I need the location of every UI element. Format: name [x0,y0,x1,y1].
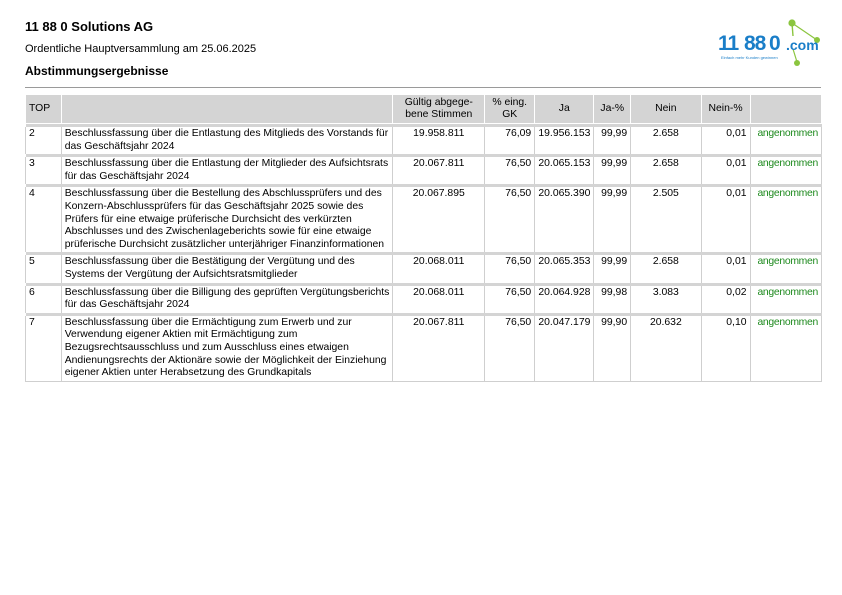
cell-yes: 20.065.153 [535,157,594,184]
cell-yes: 19.956.153 [535,127,594,154]
table-row [26,187,822,252]
logo-digits-11: 11 [718,32,739,55]
cell-percent-capital: 76,50 [485,255,535,282]
cell-percent-capital: 76,50 [485,286,535,313]
table-row [26,255,822,282]
cell-status: angenommen [750,286,821,313]
cell-no-percent: 0,01 [701,127,750,154]
cell-no: 2.658 [631,157,701,184]
table-header-row [26,95,822,124]
cell-valid-votes: 19.958.811 [393,127,485,154]
cell-top: 6 [26,286,62,313]
cell-description: Beschlussfassung über die Ermächtigung zum Erwerb und zur Verwendung eigener Aktien mit Ermächtigung zum Bezugsrechtsausschluss und zum Ausschluss eines etwaigen Andienungsrechts der Aktionäre sowie der Möglichkeit der Einziehung eigener Aktien unter Herabsetzung des Grundkapitals [61,316,393,381]
cell-yes: 20.065.390 [535,187,594,252]
table-row [26,316,822,381]
header-valid-line1: Gültig abgege- [404,97,473,108]
logo-tagline: Einfach mehr Kunden gewinnen [721,55,778,60]
header-description [61,95,393,124]
header-status [750,95,821,124]
header-valid-line2: bene Stimmen [405,109,473,120]
cell-valid-votes: 20.068.011 [393,255,485,282]
cell-status: angenommen [750,127,821,154]
header-yes: Ja [535,95,594,124]
cell-yes-percent: 99,90 [594,316,631,381]
cell-valid-votes: 20.067.811 [393,157,485,184]
cell-description: Beschlussfassung über die Bestätigung der Vergütung und des Systems der Vergütung der Aufsichtsratsmitglieder [61,255,393,282]
cell-valid-votes: 20.067.895 [393,187,485,252]
cell-yes-percent: 99,99 [594,187,631,252]
header-pct-line1: % eing. [492,97,528,108]
results-table [25,94,822,382]
cell-status: angenommen [750,316,821,381]
cell-no: 3.083 [631,286,701,313]
cell-no-percent: 0,01 [701,187,750,252]
cell-valid-votes: 20.068.011 [393,286,485,313]
cell-yes: 20.065.353 [535,255,594,282]
cell-yes-percent: 99,99 [594,127,631,154]
logo-digits-0: 0 [769,32,781,55]
cell-percent-capital: 76,09 [485,127,535,154]
cell-status: angenommen [750,187,821,252]
header-no: Nein [631,95,701,124]
cell-status: angenommen [750,157,821,184]
cell-description: Beschlussfassung über die Billigung des geprüften Vergütungsberichts für das Geschäftsjahr 2024 [61,286,393,313]
cell-status: angenommen [750,255,821,282]
cell-top: 3 [26,157,62,184]
meeting-subtitle: Ordentliche Hauptversammlung am 25.06.2025 [25,43,257,55]
cell-percent-capital: 76,50 [485,187,535,252]
logo-digits-88: 88 [744,32,766,55]
cell-no: 2.658 [631,127,701,154]
company-name: 11 88 0 Solutions AG [25,19,154,34]
cell-top: 2 [26,127,62,154]
cell-percent-capital: 76,50 [485,316,535,381]
table-row [26,127,822,154]
cell-yes-percent: 99,99 [594,157,631,184]
cell-description: Beschlussfassung über die Entlastung der Mitglieder des Aufsichtsrats für das Geschäftsjahr 2024 [61,157,393,184]
cell-no-percent: 0,01 [701,157,750,184]
table-row [26,286,822,313]
cell-no: 2.505 [631,187,701,252]
cell-yes: 20.064.928 [535,286,594,313]
cell-no: 20.632 [631,316,701,381]
header-valid-votes [393,95,485,124]
header-yes-percent: Ja-% [594,95,631,124]
header-top: TOP [26,95,62,124]
header-pct-line2: GK [502,109,518,120]
cell-yes: 20.047.179 [535,316,594,381]
logo-suffix: .com [786,37,819,53]
section-title: Abstimmungsergebnisse [25,64,169,78]
header-no-percent: Nein-% [701,95,750,124]
cell-valid-votes: 20.067.811 [393,316,485,381]
cell-no-percent: 0,01 [701,255,750,282]
cell-top: 4 [26,187,62,252]
header-divider [25,87,821,88]
company-logo [716,18,828,73]
cell-top: 7 [26,316,62,381]
cell-no: 2.658 [631,255,701,282]
cell-no-percent: 0,02 [701,286,750,313]
cell-description: Beschlussfassung über die Bestellung des Abschlussprüfers und des Konzern-Abschlussprüfers für das Geschäftsjahr 2025 sowie des Prüfers für eine etwaige prüferische Durchsicht des verkürzten Abschlusses und des Zwischenlageberichts sowie für eine etwaige prüferische Durchsicht zusätzlicher unterjähriger Finanzinformationen [61,187,393,252]
header-percent-capital [485,95,535,124]
cell-percent-capital: 76,50 [485,157,535,184]
cell-no-percent: 0,10 [701,316,750,381]
table-row [26,157,822,184]
cell-description: Beschlussfassung über die Entlastung des Mitglieds des Vorstands für das Geschäftsjahr 2024 [61,127,393,154]
cell-yes-percent: 99,98 [594,286,631,313]
cell-yes-percent: 99,99 [594,255,631,282]
cell-top: 5 [26,255,62,282]
